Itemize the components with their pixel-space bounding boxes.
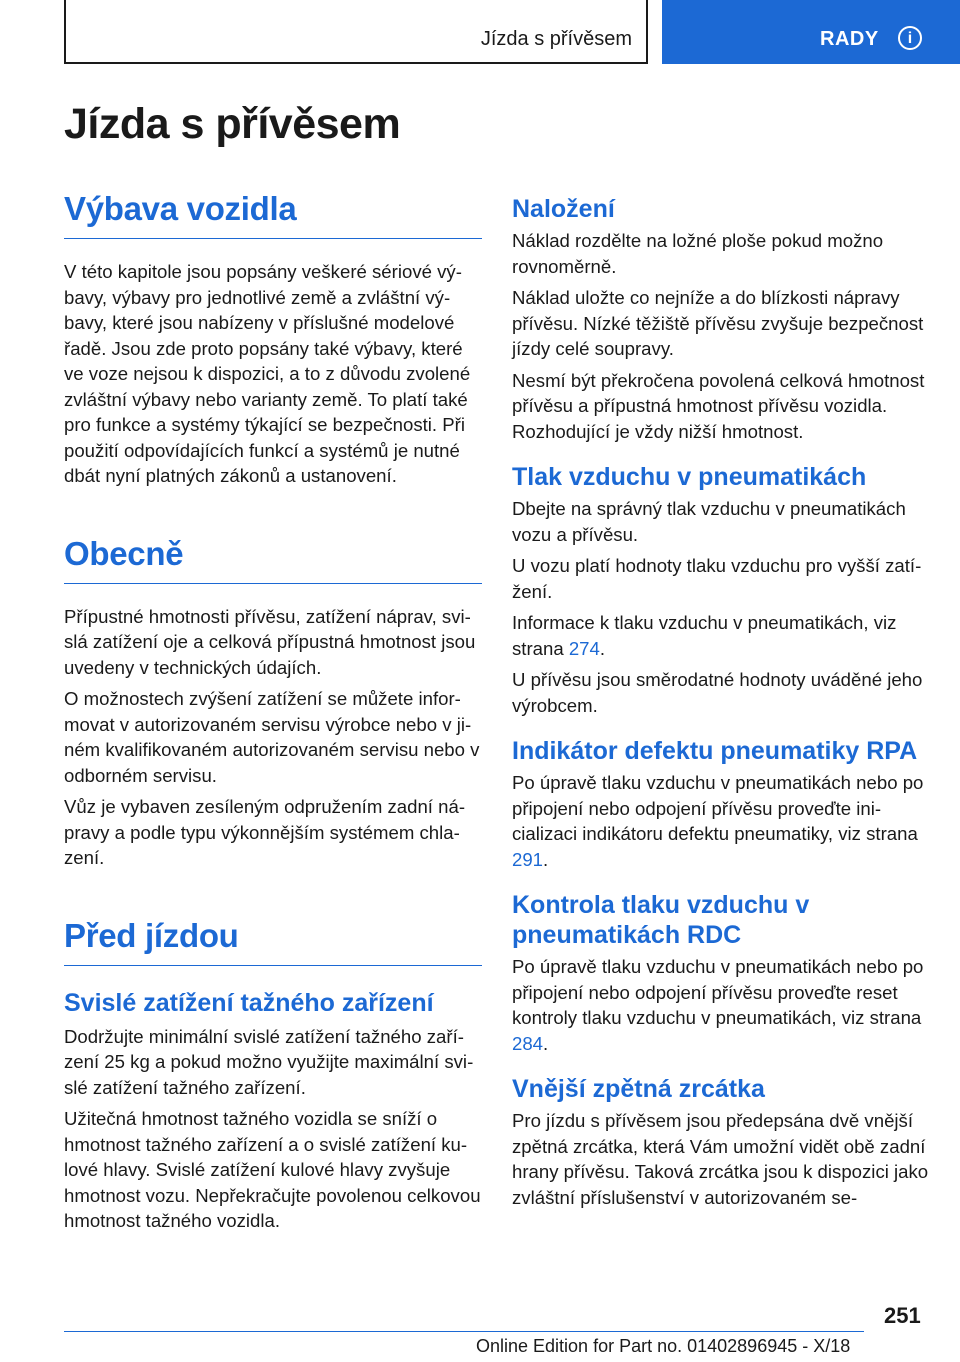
section-heading-obecne: Obecně <box>64 535 482 584</box>
page-link-274[interactable]: 274 <box>568 637 600 659</box>
subheading-kontrola-rdc: Kontrola tlaku vzduchu v pneumatikách RDC <box>512 891 810 949</box>
text: . <box>543 1032 549 1054</box>
footer-divider <box>64 1331 864 1332</box>
subheading-svisle-zatizeni: Svislé zatížení tažného zařízení <box>64 988 434 1017</box>
subheading-tlak-vzduchu: Tlak vzduchu v pneumatikách <box>512 463 867 491</box>
text: . <box>543 848 549 870</box>
subheading-indikator-rpa: Indikátor defektu pneumatiky RPA <box>512 737 918 765</box>
text: Po úpravě tlaku vzduchu v pneumatikách nebo po připojení nebo odpojení přívěsu proveďte reset kontroly tlaku vzduchu v pneumatikách, viz strana <box>512 956 924 1028</box>
section-heading-pred-jizdou: Před jízdou <box>64 917 482 966</box>
header-section-label: RADY <box>820 28 879 50</box>
paragraph: Pro jízdu s přívěsem jsou předepsána dvě vnější zpětná zrcátka, která Vám umožní vidět obě zadní hrany přívěsu. Taková zrcátka jsou k dispozici jako zvláštní příslušenství v autorizovaném se- <box>512 1110 929 1208</box>
paragraph: V této kapitole jsou popsány veškeré sériové výbavy, výbavy pro jednotlivé země a zvláštní výbavy, které jsou nabízeny v příslušné modelové řadě. Jsou zde proto popsány také výbavy, které ve voze nejsou k dispozici, a to z důvodu zvolené zvláštní výbavy nebo varianty země. To platí také pro funkce a systémy týkající se bezpečnosti. Při použití odpovídajících funkcí a systémů je nutné dbát nyní platných zákonů a ustanovení. <box>64 261 471 486</box>
right-column <box>512 190 932 1210</box>
text: Informace k tlaku vzduchu v pneumatikách, viz strana <box>512 612 897 659</box>
paragraph: Vůz je vybaven zesíleným odpružením zadní nápravy a podle typu výkonnějším systémem chlazení. <box>64 796 466 868</box>
header-chapter-box <box>64 0 648 64</box>
subheading-nalozeni: Naložení <box>512 195 615 223</box>
paragraph: Přípustné hmotnosti přívěsu, zatížení náprav, svislá zatížení oje a celková přípustná hmotnost jsou uvedeny v technických údajích. <box>64 605 476 678</box>
paragraph: Nesmí být překročena povolená celková hmotnost přívěsu a přípustná hmotnost přívěsu vozidla. Rozhodující je vždy nižší hmotnost. <box>512 369 925 442</box>
paragraph: U přívěsu jsou směrodatné hodnoty uváděné jeho výrobcem. <box>512 669 923 716</box>
text: . <box>599 637 606 659</box>
page-link-291[interactable]: 291 <box>512 848 544 870</box>
subheading-vnejsi-zrcatka: Vnější zpětná zrcátka <box>512 1075 765 1103</box>
left-column <box>64 190 482 1234</box>
paragraph <box>512 954 932 1056</box>
info-icon[interactable]: i <box>898 26 922 50</box>
page-link-284[interactable]: 284 <box>512 1032 544 1054</box>
section-heading-vybava: Výbava vozidla <box>64 190 482 239</box>
paragraph: O možnostech zvýšení zatížení se můžete informovat v autorizovaném servisu výrobce nebo v jiném kvalifikovaném autorizovaném servisu nebo v odborném servisu. <box>64 688 480 786</box>
paragraph: Náklad rozdělte na ložné ploše pokud možno rovnoměrně. <box>512 230 884 277</box>
header-section-tab[interactable] <box>662 0 960 64</box>
paragraph: Náklad uložte co nejníže a do blízkosti nápravy přívěsu. Nízké těžiště přívěsu zvyšuje bezpečnost jízdy celé soupravy. <box>512 287 924 359</box>
header-chapter-title: Jízda s přívěsem <box>480 28 632 50</box>
paragraph <box>512 770 932 872</box>
paragraph: U vozu platí hodnoty tlaku vzduchu pro vyšší zatížení. <box>512 555 922 602</box>
footer-edition: Online Edition for Part no. 01402896945 - X/18 <box>476 1336 851 1356</box>
page-number: 251 <box>884 1303 921 1328</box>
paragraph <box>512 610 932 661</box>
paragraph: Dodržujte minimální svislé zatížení tažného zařízení 25 kg a pokud možno využijte maximální svislé zatížení tažného zařízení. <box>64 1025 474 1098</box>
paragraph: Užitečná hmotnost tažného vozidla se sníží o hmotnost tažného zařízení a o svislé zatížení kulové hlavy. Svislé zatížení kulové hlavy zvyšuje hmotnost vozu. Nepřekračujte povolenou celkovou hmotnost tažného vozidla. <box>64 1108 481 1231</box>
page-title: Jízda s přívěsem <box>64 100 401 148</box>
paragraph: Dbejte na správný tlak vzduchu v pneumatikách vozu a přívěsu. <box>512 498 906 545</box>
text: Po úpravě tlaku vzduchu v pneumatikách nebo po připojení nebo odpojení přívěsu proveďte inicializaci indikátoru defektu pneumatiky, viz strana <box>512 772 924 844</box>
